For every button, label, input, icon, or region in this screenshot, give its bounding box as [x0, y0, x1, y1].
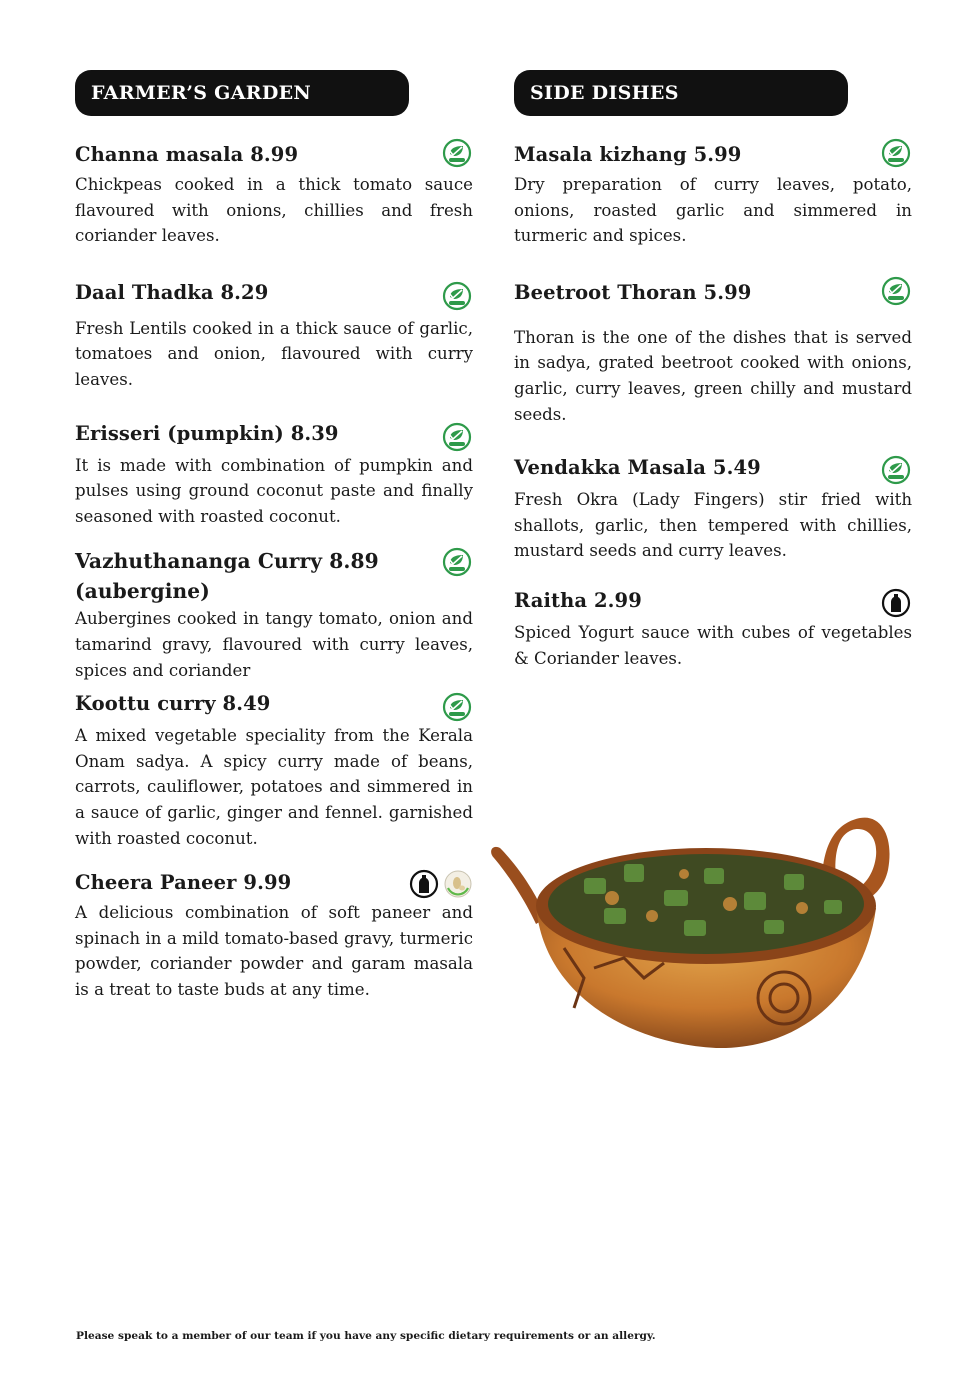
vegan-icon [442, 692, 472, 722]
menu-item-erisseri [75, 419, 473, 530]
menu-item-masala-kizhang [514, 140, 912, 249]
farmers-garden-column [75, 70, 473, 1002]
menu-item-beetroot-thoran [514, 278, 912, 427]
menu-item-raitha [514, 586, 912, 671]
item-title: Daal Thadka 8.29 [75, 280, 269, 304]
item-description: Aubergines cooked in tangy tomato, onion and tamarind gravy, flavoured with curry leaves, spices and coriander [75, 609, 473, 680]
item-description: Chickpeas cooked in a thick tomato sauce flavoured with onions, chillies and fresh coriander leaves. [75, 175, 473, 246]
item-title: Vazhuthananga Curry 8.89 (aubergine) [75, 549, 379, 604]
section-header-side-dishes: SIDE DISHES [514, 70, 848, 116]
contains-nuts-icon [443, 869, 473, 899]
okra-dish-image [484, 808, 914, 1068]
item-title: Raitha 2.99 [514, 588, 642, 612]
vegan-icon [442, 422, 472, 452]
vegan-icon [881, 455, 911, 485]
milk-icon [409, 869, 439, 899]
menu-item-channa-masala [75, 140, 473, 249]
item-title: Beetroot Thoran 5.99 [514, 280, 752, 304]
section-header-farmers-garden: FARMER’S GARDEN [75, 70, 409, 116]
vegan-icon [881, 276, 911, 306]
item-description: Dry preparation of curry leaves, potato, onions, roasted garlic and simmered in turmeric and spices. [514, 175, 912, 246]
menu-item-cheera-paneer [75, 868, 473, 1002]
item-description: A delicious combination of soft paneer and spinach in a mild tomato-based gravy, turmeric powder, coriander powder and garam masala is a treat to taste buds at any time. [75, 903, 473, 999]
menu-item-daal-thadka [75, 278, 473, 393]
item-description: Thoran is the one of the dishes that is served in sadya, grated beetroot cooked with onions, garlic, curry leaves, green chilly and mustard seeds. [514, 327, 912, 424]
menu-item-koottu-curry [75, 689, 473, 851]
milk-icon [881, 588, 911, 618]
item-description: Fresh Okra (Lady Fingers) stir fried with shallots, garlic, then tempered with chillies, mustard seeds and curry leaves. [514, 490, 912, 561]
vegan-icon [881, 138, 911, 168]
item-title: Channa masala 8.99 [75, 143, 299, 166]
allergy-notice: Please speak to a member of our team if you have any specific dietary requirements or an allergy. [76, 1330, 656, 1342]
side-dishes-column [514, 70, 912, 671]
vegan-icon [442, 281, 472, 311]
item-description: It is made with combination of pumpkin and pulses using ground coconut paste and finally seasoned with roasted coconut. [75, 455, 473, 526]
item-title: Cheera Paneer 9.99 [75, 871, 292, 895]
item-title: Erisseri (pumpkin) 8.39 [75, 421, 339, 445]
menu-item-vendakka-masala [514, 453, 912, 564]
menu-item-vazhuthananga-curry [75, 546, 473, 683]
vegan-icon [442, 138, 472, 168]
item-description: A mixed vegetable speciality from the Kerala Onam sadya. A spicy curry made of beans, carrots, cauliflower, potatoes and simmered in a sauce of garlic, ginger and fennel. garnished with roasted coconut. [75, 726, 473, 848]
item-description: Spiced Yogurt sauce with cubes of vegetables & Coriander leaves. [514, 622, 912, 668]
item-description: Fresh Lentils cooked in a thick sauce of garlic, tomatoes and onion, flavoured with curry leaves. [75, 318, 473, 389]
item-title: Koottu curry 8.49 [75, 692, 271, 716]
item-title: Masala kizhang 5.99 [514, 143, 742, 166]
item-title: Vendakka Masala 5.49 [514, 456, 761, 480]
vegan-icon [442, 547, 472, 577]
